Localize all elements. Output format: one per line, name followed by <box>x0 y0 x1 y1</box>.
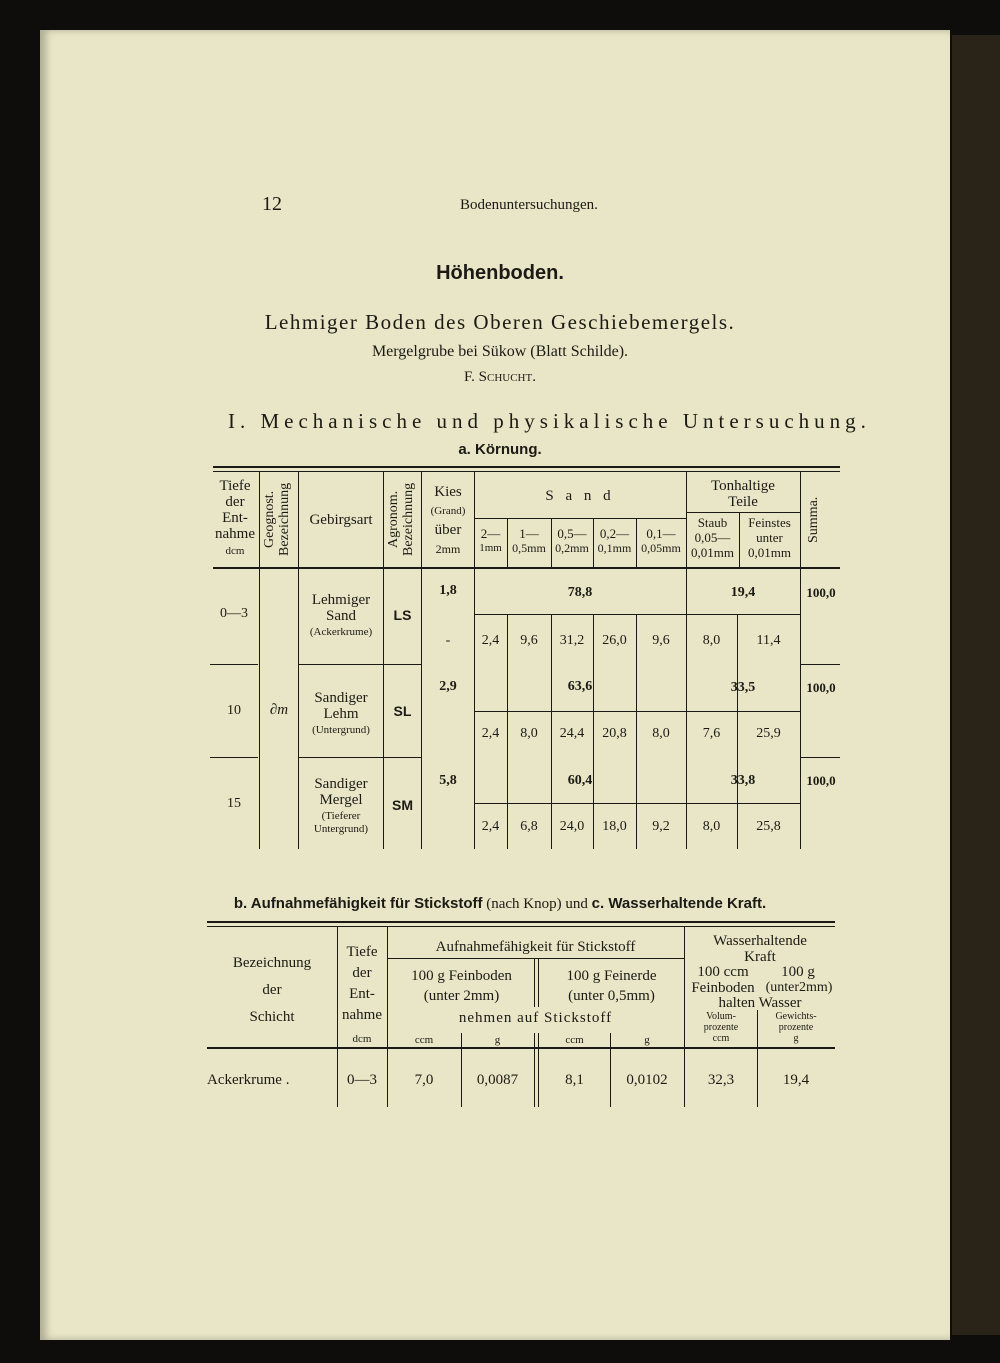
t2-tiefe-4: nahme <box>342 1007 382 1023</box>
r2-t1: 7,6 <box>702 726 721 741</box>
header-sand-c3 <box>551 526 593 555</box>
t2-w-g: 100 g <box>781 964 815 980</box>
h-kies-3: über <box>434 522 462 538</box>
header-sand-c5 <box>636 526 686 555</box>
t2-schicht-text: Ackerkrume <box>207 1072 282 1088</box>
rule-top2 <box>213 471 840 472</box>
page-number: 12 <box>262 193 282 215</box>
t2-row-v1: 7,0 <box>414 1072 434 1088</box>
h-s2a: 1— <box>519 526 539 541</box>
r3-t1: 8,0 <box>702 819 721 834</box>
rule-row1b <box>298 664 422 665</box>
r1-s4: 26,0 <box>602 633 627 648</box>
header-sand: S a n d <box>545 488 615 504</box>
h-kies-2: (Grand) <box>430 505 466 517</box>
r1-gebirgsart <box>299 592 383 639</box>
t2-row-v6: 19,4 <box>782 1072 810 1088</box>
secb-part3: c. Wasserhaltende Kraft. <box>591 895 767 912</box>
r2-t2: 25,9 <box>756 726 781 741</box>
h-geo-2: Bezeichnung <box>277 482 292 556</box>
header-geognost <box>262 474 296 564</box>
r1-tiefe: 0—3 <box>220 606 248 621</box>
h-agr-1: Agronom. <box>386 490 401 548</box>
r3-s1: 2,4 <box>481 819 500 834</box>
r2-s1: 2,4 <box>481 726 500 741</box>
rule-ton <box>686 512 800 513</box>
header-sand-c1 <box>474 526 507 555</box>
secb-part1: b. Aufnahmefähigkeit für Stickstoff <box>233 895 483 912</box>
r1-summa: 100,0 <box>806 585 836 600</box>
rule-row1 <box>210 664 258 665</box>
r3-t2: 25,8 <box>756 819 781 834</box>
r3-s4: 18,0 <box>602 819 627 834</box>
t2-row-schicht: Ackerkrume . <box>207 1072 290 1088</box>
r2-ton-total: 33,5 <box>730 680 756 695</box>
r2-agronom: SL <box>393 703 412 719</box>
header-ton <box>686 478 800 510</box>
h-ton-2: Teile <box>728 494 758 510</box>
r2-summa: 100,0 <box>806 680 836 695</box>
t2-tiefe-unit: dcm <box>352 1033 372 1045</box>
r2-geb-note: (Untergrund) <box>312 724 370 736</box>
r3-ton-total: 33,8 <box>730 773 756 788</box>
t2-tiefe-1: Tiefe <box>346 944 378 960</box>
h-fein-1: Feinstes <box>748 515 791 530</box>
t2-w-2: Kraft <box>744 949 776 965</box>
running-title: Bodenuntersuchungen. <box>460 197 598 213</box>
rule-r3-sub <box>474 803 800 804</box>
h-fein-2: unter <box>756 530 783 545</box>
r3-s2: 6,8 <box>520 819 538 834</box>
t2-w-unter: (unter2mm) <box>765 980 833 995</box>
t2-gew-2: prozente <box>778 1022 814 1033</box>
t2-header-volum <box>685 1011 757 1044</box>
header-sand-c2 <box>507 526 551 555</box>
t2-rule-aufn <box>387 958 684 959</box>
h-staub-3: 0,01mm <box>691 545 734 560</box>
t2-gew-3: g <box>793 1033 799 1044</box>
r3-tiefe: 15 <box>227 796 241 811</box>
h-s1b: 1mm <box>479 542 502 554</box>
h-tiefe-1: Tiefe <box>219 478 251 494</box>
t2-header-feinerde <box>539 966 684 1006</box>
t2-rule-top <box>207 921 835 923</box>
t2-rule-head <box>207 1047 835 1049</box>
geognost-symbol: ∂m <box>269 702 289 718</box>
vline-7 <box>800 471 801 849</box>
h-s3b: 0,2mm <box>555 541 589 555</box>
r2-geb-1: Sandiger <box>314 690 368 706</box>
rule-row1c <box>800 664 840 665</box>
location: Mergelgrube bei Sükow (Blatt Schilde). <box>371 343 629 360</box>
t2-header-wasser <box>685 933 835 965</box>
t2-row-v5: 32,3 <box>707 1072 735 1088</box>
r1-s2: 9,6 <box>520 633 538 648</box>
rule-r2-sub <box>474 711 800 712</box>
h-agr-2: Bezeichnung <box>401 482 416 556</box>
t2-vol-2: prozente <box>703 1022 739 1033</box>
t2-w-halten: halten Wasser <box>718 995 802 1011</box>
h-kies-4: 2mm <box>435 542 461 556</box>
r2-sand-total: 63,6 <box>567 679 593 694</box>
t2-vol-1: Volum- <box>706 1011 736 1022</box>
r2-geb-2: Lehm <box>323 706 359 722</box>
r1-kies: 1,8 <box>439 583 457 598</box>
h-staub-1: Staub <box>697 515 728 530</box>
page-title: Höhenboden. <box>436 262 564 284</box>
header-feinstes <box>739 515 800 560</box>
r1-ton-total: 19,4 <box>730 585 756 600</box>
t2-bez-3: Schicht <box>249 1009 295 1025</box>
t2-fe-2: (unter 0,5mm) <box>568 988 655 1004</box>
t2-unit-1: ccm <box>414 1034 434 1046</box>
header-agronom <box>386 474 420 564</box>
vline-3 <box>383 471 384 849</box>
author-name: Schucht. <box>478 369 536 385</box>
rule-row2b <box>298 757 422 758</box>
t2-w-ccm: 100 ccm <box>697 964 749 980</box>
r3-geb-2: Mergel <box>319 792 363 808</box>
r3-geb-1: Sandiger <box>314 776 368 792</box>
t2-tiefe-2: der <box>352 965 372 981</box>
t2-w-1: Wasserhaltende <box>713 933 807 949</box>
h-tiefe-4: nahme <box>215 526 255 542</box>
r2-s3: 24,4 <box>559 726 585 741</box>
r3-summa: 100,0 <box>806 773 836 788</box>
r2-kies: 2,9 <box>439 679 457 694</box>
t2-vol-3: ccm <box>712 1033 730 1044</box>
rule-top <box>213 466 840 468</box>
t2-unit-3: ccm <box>565 1034 584 1046</box>
t2-header-bezeichnung <box>207 950 337 1031</box>
t2-gew-1: Gewichts- <box>775 1011 817 1022</box>
t2-bez-2: der <box>262 982 282 998</box>
t2-header-feinboden <box>389 966 534 1006</box>
t2-rule-top2 <box>207 926 835 927</box>
r3-geb-note: (Tieferer Untergrund) <box>313 810 369 835</box>
r2-s4: 20,8 <box>602 726 627 741</box>
r3-s3: 24,0 <box>559 819 585 834</box>
t2-bez-1: Bezeichnung <box>232 955 312 971</box>
r2-gebirgsart <box>299 690 383 737</box>
rule-sand <box>474 518 686 519</box>
h-s4a: 0,2— <box>599 526 630 541</box>
rule-row2 <box>210 757 258 758</box>
t2-w-feinboden: Feinboden <box>691 980 755 996</box>
h-fein-3: 0,01mm <box>748 545 791 560</box>
h-s3a: 0,5— <box>557 526 587 541</box>
t2-row-tiefe: 0—3 <box>347 1072 377 1088</box>
h-tiefe-unit: dcm <box>225 545 245 557</box>
r1-geb-note: (Ackerkrume) <box>309 626 373 638</box>
t2-unit-2: g <box>494 1034 501 1046</box>
t2-vline-3c <box>534 1033 535 1107</box>
t2-header-aufnahme: Aufnahmefähigkeit für Stickstoff <box>435 939 636 955</box>
header-sand-c4 <box>593 526 636 555</box>
r3-kies: 5,8 <box>439 773 457 788</box>
r3-sand-total: 60,4 <box>567 773 593 788</box>
t2-header-tiefe <box>337 942 387 1026</box>
t2-header-nehmen: nehmen auf Stickstoff <box>458 1010 613 1026</box>
h-s4b: 0,1mm <box>597 541 632 555</box>
t2-unit-4: g <box>644 1034 650 1046</box>
rule-head <box>213 567 840 569</box>
t2-header-gewicht <box>757 1011 835 1044</box>
h-tiefe-3: Ent- <box>222 510 248 526</box>
header-tiefe <box>210 478 260 558</box>
section-heading-b <box>0 895 1000 913</box>
header-gebirgsart: Gebirgsart <box>309 512 373 528</box>
r3-s5: 9,2 <box>652 819 670 834</box>
page-edge <box>952 35 1000 1335</box>
r1-geb-2: Sand <box>326 608 356 624</box>
header-kies <box>422 482 474 558</box>
author <box>0 369 1000 386</box>
r2-s2: 8,0 <box>520 726 538 741</box>
r3-agronom: SM <box>392 797 413 813</box>
t2-row-v4: 0,0102 <box>626 1072 668 1088</box>
section-heading-1: I. Mechanische und physikalische Untersuchung. <box>228 409 871 433</box>
header-summa: Summa. <box>806 496 821 544</box>
t2-row-v3: 8,1 <box>565 1072 584 1088</box>
t2-tiefe-3: Ent- <box>349 986 375 1002</box>
h-staub-2: 0,05— <box>694 530 731 545</box>
r3-gebirgsart <box>299 776 383 836</box>
t2-vline-3a <box>534 959 535 1007</box>
h-ton-1: Tonhaltige <box>711 478 775 494</box>
h-tiefe-2: der <box>225 494 245 510</box>
r1-t2: 11,4 <box>756 633 781 648</box>
h-s1a: 2— <box>480 526 501 541</box>
author-initial: F. <box>464 369 475 385</box>
r1-geb-1: Lehmiger <box>311 592 371 608</box>
r2-tiefe: 10 <box>227 703 241 718</box>
rule-r1-ton <box>686 614 800 615</box>
rule-r1-sand <box>474 614 686 615</box>
r2-s5: 8,0 <box>652 726 670 741</box>
r1-t1: 8,0 <box>702 633 721 648</box>
t2-row-v2: 0,0087 <box>476 1072 519 1088</box>
h-s5b: 0,05mm <box>641 541 681 555</box>
r1-agronom: LS <box>393 607 412 623</box>
h-geo-1: Geognost. <box>262 490 277 548</box>
h-s5a: 0,1— <box>646 526 676 541</box>
t2-fb-2: (unter 2mm) <box>423 988 500 1004</box>
h-kies-1: Kies <box>434 484 462 500</box>
header-staub <box>686 515 739 560</box>
r1-sand-total: 78,8 <box>567 585 593 600</box>
section-heading-a: a. Körnung. <box>458 441 542 458</box>
t2-fb-1: 100 g Feinboden <box>411 968 512 984</box>
subtitle: Lehmiger Boden des Oberen Geschiebemergels. <box>264 310 736 334</box>
h-s2b: 0,5mm <box>512 541 546 555</box>
secb-part2: (nach Knop) und <box>486 896 588 912</box>
rule-row2c <box>800 757 840 758</box>
t2-fe-1: 100 g Feinerde <box>566 968 657 984</box>
r1-s5: 9,6 <box>652 633 670 648</box>
r1-s3: 31,2 <box>559 633 585 648</box>
r1-s1: 2,4 <box>481 633 500 648</box>
r1-kies-sub: - <box>445 633 451 648</box>
